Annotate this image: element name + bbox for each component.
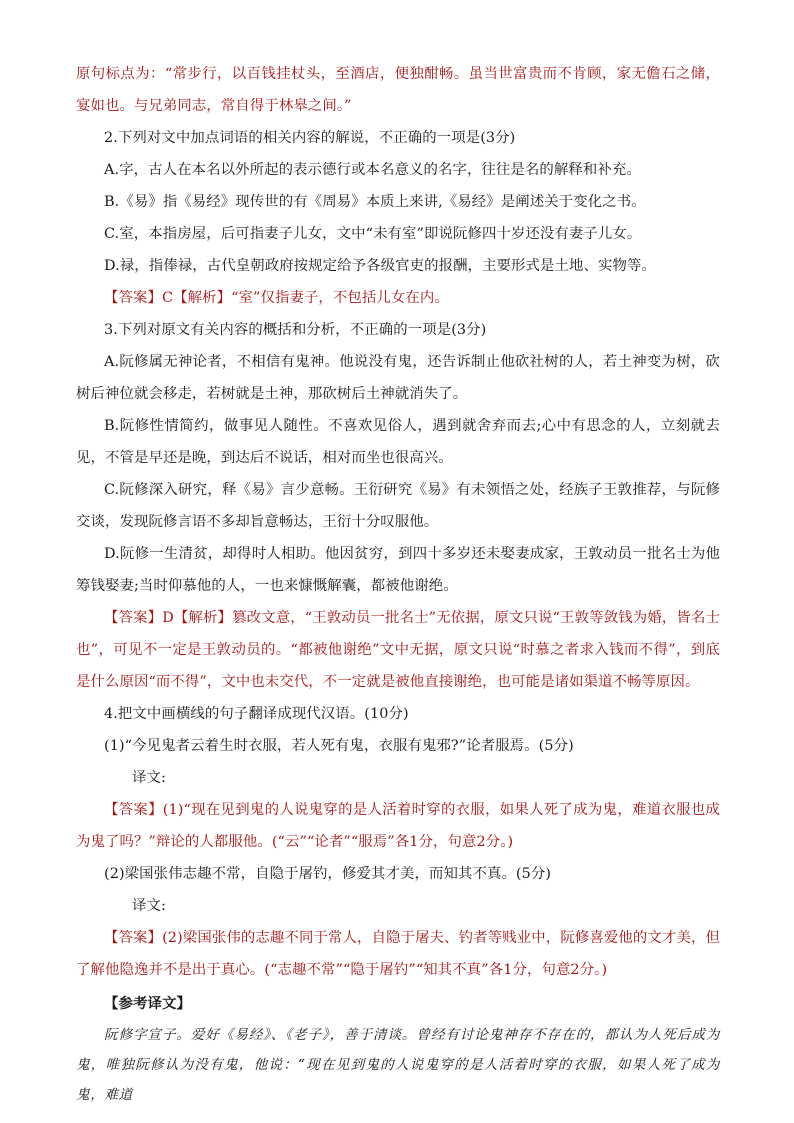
question-4-sentence-1: (1)“今见鬼者云着生时衣服，若人死有鬼，衣服有鬼邪?”论者服焉。(5分)	[104, 738, 574, 754]
question-3-answer	[76, 602, 720, 698]
translation-label-2: 译文:	[132, 898, 166, 914]
question-4-answer-1	[76, 794, 720, 858]
answer-tag: 【答案】	[104, 610, 163, 626]
answer-text: (2)梁国张伟的志趣不同于常人，自隐于屠夫、钓者等贱业中，阮修喜爱他的文才美，但了解他隐逸并不是出于真心。(“志趣不常”“隐于屠钓”“知其不真”各1分，句意2分。)	[76, 930, 721, 978]
analysis-tag: 【解析】	[173, 290, 232, 306]
answer-letter: C	[161, 290, 174, 306]
reference-translation-title: 【参考译文】	[104, 995, 191, 1012]
original-punctuation-paragraph: 原句标点为：“常步行，以百钱挂杖头，至酒店，便独酣畅。虽当世富贵而不肯顾，家无儋石之储，宴如也。与兄弟同志，常自得于林皋之间。”	[76, 66, 720, 114]
question-4-stem: 4.把文中画横线的句子翻译成现代汉语。(10分)	[104, 706, 409, 722]
question-2-answer	[76, 282, 720, 314]
question-2-option-d: D.禄，指俸禄，古代皇朝政府按规定给予各级官吏的报酬，主要形式是土地、实物等。	[104, 258, 656, 274]
analysis-text: “室”仅指妻子，不包括儿女在内。	[231, 290, 449, 306]
question-4-answer-2	[76, 922, 720, 986]
answer-tag: 【答案】	[104, 802, 163, 818]
question-3-option-d: D.阮修一生清贫，却得时人相助。他因贫穷，到四十多岁还未娶妻成家，王敦动员一批名士为他筹钱娶妻;当时仰慕他的人，一也来慷慨解囊，都被他谢绝。	[76, 546, 720, 594]
question-2-option-b: B.《易》指《易经》现传世的有《周易》本质上来讲,《易经》是阐述关于变化之书。	[104, 194, 646, 210]
question-2-stem: 2.下列对文中加点词语的相关内容的解说，不正确的一项是(3分)	[104, 130, 516, 146]
answer-tag: 【答案】	[104, 930, 163, 946]
answer-letter: D	[162, 610, 174, 626]
reference-translation-text: 阮修字宣子。爱好《易经》、《老子》，善于清谈。曾经有讨论鬼神存不存在的，都认为人死后成为鬼，唯独阮修认为没有鬼，他说：“现在见到鬼的人说鬼穿的是人活着时穿的衣服，如果人死了成为鬼，难道	[76, 1027, 720, 1103]
question-3-option-b: B.阮修性情简约，做事见人随性。不喜欢见俗人，遇到就舍弃而去;心中有思念的人，立刻就去见，不管是早还是晚，到达后不说话，相对而坐也很高兴。	[76, 418, 720, 466]
question-3-option-a: A.阮修属无神论者，不相信有鬼神。他说没有鬼，还告诉制止他砍社树的人，若土神变为树，砍树后神位就会移走，若树就是土神，那砍树后土神就消失了。	[76, 354, 720, 402]
question-4-sentence-2: (2)梁国张伟志趣不常，自隐于屠钓，修爱其才美，而知其不真。(5分)	[104, 866, 552, 882]
question-3-stem: 3.下列对原文有关内容的概括和分析，不正确的一项是(3分)	[104, 322, 487, 338]
translation-label-1: 译文:	[132, 770, 166, 786]
question-2-option-c: C.室，本指房屋，后可指妻子儿女，文中“未有室”即说阮修四十岁还没有妻子儿女。	[104, 226, 642, 242]
question-2-option-a: A.字，古人在本名以外所起的表示德行或本名意义的名字，往往是名的解释和补充。	[104, 162, 641, 178]
analysis-text: 篡改文意，“王敦动员一批名士”无依据，原文只说“王敦等敛钱为婚，皆名士也”，可见不一定是王敦动员的。“都被他谢绝”文中无据，原文只说“时慕之者求入钱而不得”，到底是什么原因“而不得”，文中也未交代，不一定就是被他直接谢绝，也可能是诸如渠道不畅等原因。	[76, 610, 721, 690]
question-3-option-c: C.阮修深入研究，释《易》言少意畅。王衍研究《易》有未领悟之处，经族子王敦推荐，与阮修交谈，发现阮修言语不多却旨意畅达，王衍十分叹服他。	[76, 482, 720, 530]
document-page	[76, 58, 720, 1110]
answer-tag: 【答案】	[104, 290, 162, 306]
answer-text: (1)“现在见到鬼的人说鬼穿的是人活着时穿的衣服，如果人死了成为鬼，难道衣服也成为鬼了吗？”辩论的人都服他。(“云”“论者”“服焉”各1分，句意2分。)	[76, 802, 720, 850]
analysis-tag: 【解析】	[173, 610, 233, 626]
